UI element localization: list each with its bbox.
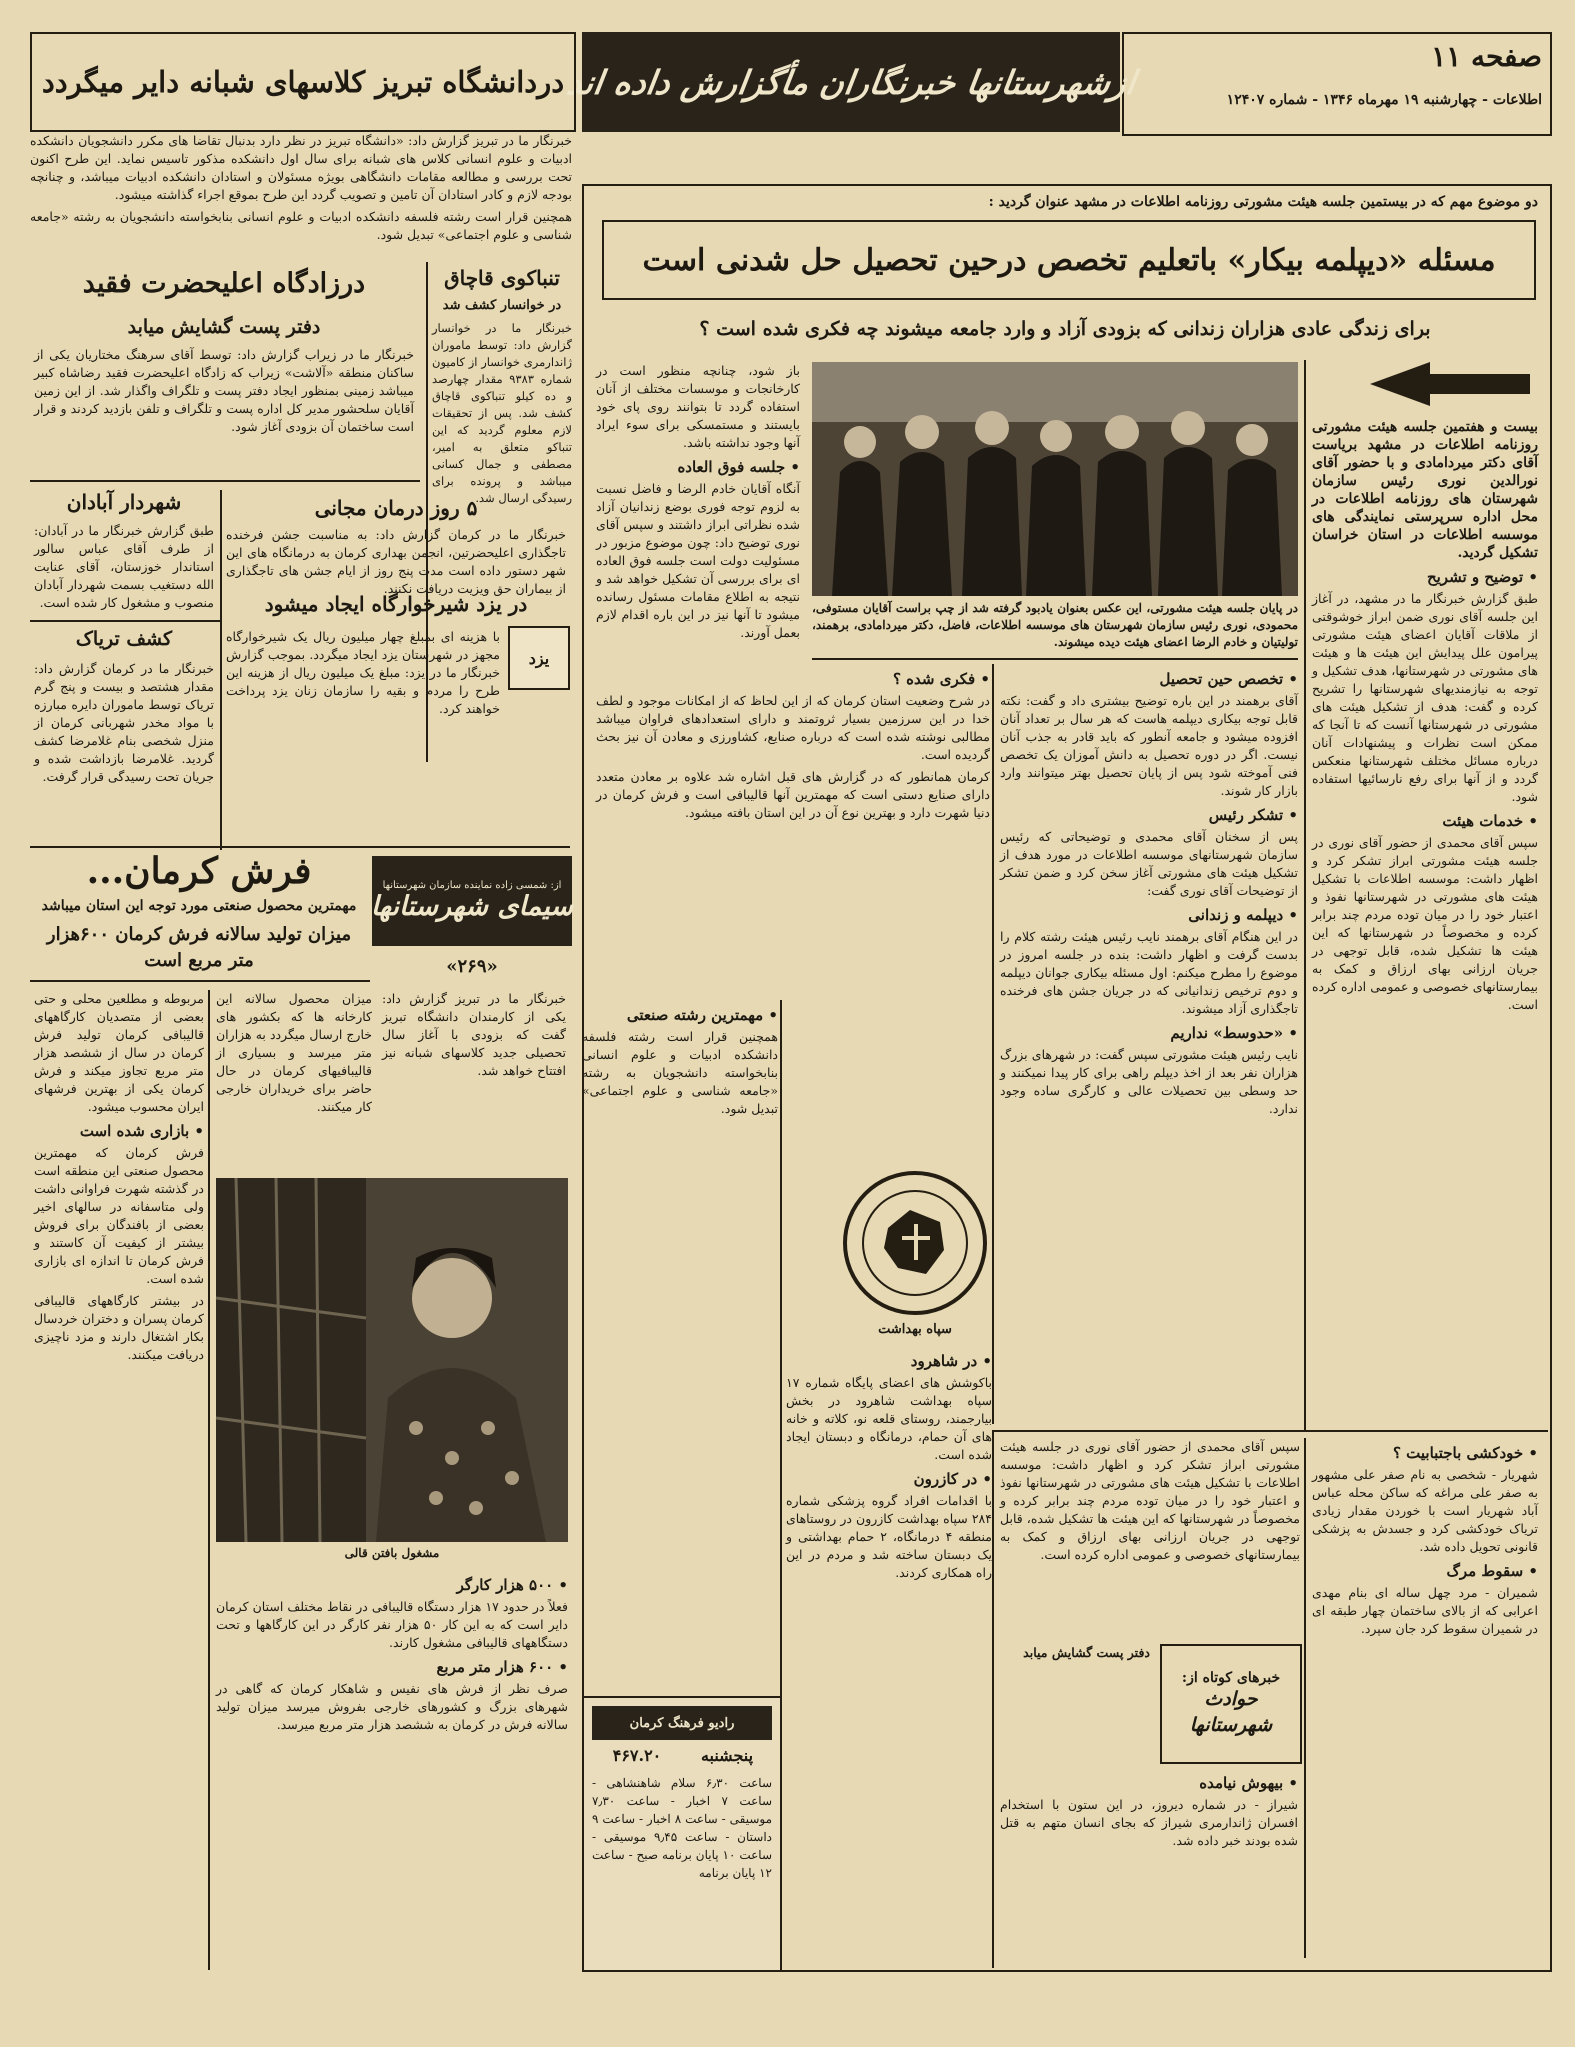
incidents-left: [1000, 1644, 1150, 1764]
carpet-sub-2: میزان تولید سالانه فرش کرمان ۶۰۰هزار متر مربع است: [46, 924, 352, 971]
sepah-logo-label: سپاه بهداشت: [878, 1322, 952, 1337]
carpet-headline: فرش کرمان...: [86, 850, 312, 892]
main-headline: مسئله «دیپلمه بیکار» باتعلیم تخصص درحین تحصیل حل شدنی است: [642, 242, 1496, 278]
main-right-column: [1312, 418, 1538, 1428]
main-body-mid: آقای برهمند در این باره توضیح بیشتری داد و گفت: نکته قابل توجه بیکاری دیپلمه هاست که هر سال بر تعداد آنان افزوده میشود و جامعه آنطور که باید قادر به جذب آنان نیست. اگر در دوره تحصیل به دانش آموزان یک تخصص فنی آموخته شود پس از پایان تحصیل بهتر میتوانند وارد بازار کار شوند.: [1000, 693, 1298, 798]
main-sub-diploma: • دیپلمه و زندانی: [1188, 906, 1298, 924]
carpet-col-left: [34, 990, 204, 1970]
tabriz-headline-box: [30, 32, 576, 132]
section-banner: [564, 32, 1138, 132]
incidents-lower: [1000, 1768, 1298, 1960]
carpet-sub-market: • بازاری شده است: [79, 1122, 204, 1140]
incidents-body-2: شمیران - مرد چهل ساله ای بنام مهدی اعرابی که از بالای ساختمان چهار طبقه ای در شمیران سقوط کرد جان سپرد.: [1312, 1585, 1538, 1636]
radio-schedule: ساعت ۶٫۳۰ سلام شاهنشاهی - ساعت ۷ اخبار - ساعت ۷٫۳۰ موسیقی - ساعت ۸ اخبار - ساعت ۹ داستان - ساعت ۹٫۴۵ موسیقی - ساعت ۱۰ پایان برنامه صبح - ساعت ۱۲ پایان برنامه: [592, 1776, 773, 1880]
carpet-sub-1: مهمترین محصول صنعتی مورد توجه این استان میباشد: [41, 898, 357, 914]
carpet-body-6: صرف نظر از فرش های نفیس و شاهکار کرمان که گاهی در شهرهای بزرگ و کشورهای خارجی بفروش میرسد میزان تولید سالانه فرش در کرمان به ششصد هزار متر مربع میرسد.: [216, 1681, 568, 1732]
radio-freq: ۴۶۷.۲۰: [612, 1746, 662, 1765]
main-subheadline: برای زندگی عادی هزاران زندانی که بزودی آزاد و وارد جامعه میشوند چه فکری شده است ؟: [699, 318, 1431, 340]
column-title: سیمای شهرستانها: [370, 891, 574, 922]
carpet-col-right: [382, 990, 566, 1180]
carpet-body-3: فرش کرمان که مهمترین محصول صنعتی این منطقه است در گذشته شهرت فراوانی داشت ولی متاسفانه در سالهای اخیر بعضی از بافندگان برای فروش بیشتر از کیفیت آن کاستند و فرش کرمان تا اندازه ای بازاری شده است.: [34, 1145, 204, 1286]
sepah-logo: [840, 1168, 990, 1318]
crown-headline: درزادگاه اعلیحضرت فقید: [82, 268, 366, 299]
main-body-right-2: سپس آقای محمدی از حضور آقای نوری در جلسه هیئت مشورتی ابراز تشکر کرد و اظهار داشت: موسسه اطلاعات با تشکیل هیئت های مشورتی در شهرستانها نفوذ و اعتبار خود را در میان توده مردم چند برابر کرده و مخصوصاً در شهرستانها که این هیئت ها تشکیل شده، قابل توجهی در جریان ارزانی بهای ارزاق و کمک به بیمارستانهای خصوصی و عمومی اداره کرده است.: [1312, 835, 1538, 1012]
carpet-body-5: فعلاً در حدود ۱۷ هزار دستگاه قالیبافی در نقاط مختلف استان کرمان دایر است که به این کار ۵۰ هزار نفر کارگر در این کارگاهها و تحت دستگاههای قالیبافی مشغول کارند.: [216, 1599, 568, 1650]
carpet-workers-text: [216, 1570, 568, 1970]
sepah-sub-kazerun: • در کازرون: [913, 1470, 992, 1488]
main-left-column: [596, 362, 800, 662]
tabriz-headline: دردانشگاه تبریز کلاسهای شبانه دایر میگردد: [41, 65, 565, 99]
tobacco-body: خبرنگار ما در خوانسار گزارش داد: توسط ماموران ژاندارمری خوانسار از کامیون شماره ۹۳۸۳ مقدار چهارصد و ده کیلو تنباکوی قاچاق کشف شد. پس از تحقیقات لازم معلوم گردید که این تنباکو متعلق به امیر، مصطفی و جمال کسانی میباشد و پرونده برای رسیدگی ارسال شد.: [432, 321, 572, 505]
column-number: «۲۶۹»: [446, 956, 498, 977]
carpet-body-2: میزان محصول سالانه این کارخانه ها که بکشور های خارج ارسال میگردد به هزاران متر میرسد و بسیاری از قالیبافیهای کرمان در حال حاضر برای خریداران خارجی کار میکنند.: [216, 991, 372, 1114]
main-body-mid-4: نایب رئیس هیئت مشورتی سپس گفت: در شهرهای بزرگ هزاران نفر بعد از اخذ دیپلم راهی برای کار پیدا نمیکنند و حد وسطی بین تحصیلات عالی و کارگری ساده وجود ندارد.: [1000, 1047, 1298, 1116]
crown-subheadline: دفتر پست گشایش میابد: [127, 316, 321, 338]
crown-body: خبرنگار ما در زیراب گزارش داد: توسط آقای سرهنگ مختاریان یکی از ساکنان منطقه «آلاشت» زیراب که زادگاه اعلیحضرت فقید رضاشاه کبیر میباشد زمینی بمنظور ایجاد دفتر پست و تلگراف واگذار شد. از این زمین آقایان سلحشور مدیر کل اداره پست و تلگراف و تلفن بازدید کردند و قرار است ساختمان آن بزودی آغاز شود.: [34, 347, 414, 434]
column-intro: در شرح وضعیت استان کرمان که از این لحاظ که از امکانات موجود و لطف خدا در این سرزمین بسیار ثروتمند و دارای استعدادهای فراوان میباشد مطالبی نوشته شده است که درباره صنایع، کشاورزی و معادن آن نیز بحث گردیده است.: [596, 693, 990, 762]
incidents-title-box: [1160, 1644, 1302, 1764]
incidents-right: [1312, 1438, 1538, 1958]
carpet-sub-workers: • ۵۰۰ هزار کارگر: [456, 1576, 568, 1594]
milk-headline: در یزد شیرخوارگاه ایجاد میشود: [264, 592, 528, 616]
carpet-body-1: مربوطه و مطلعین محلی و حتی بعضی از متصدیان کارگاههای قالیبافی کرمان تولید فرش کرمان در سال از ششصد هزار متر مربع تجاوز میکند و فرش کرمان یکی از بهترین فرشهای ایران محسوب میشود.: [34, 991, 204, 1114]
carpet-photo: [216, 1178, 568, 1542]
main-lead-arrow: [1370, 362, 1530, 406]
milk-body: با هزینه ای بمبلغ چهار میلیون ریال یک شیرخوارگاه مجهز در شهرستان یزد ایجاد میگردد. بموجب گزارش خبرنگار ما در یزد: مبلغ یک میلیون ریال از هزینه این طرح را مردم و بقیه را سازمان زنان یزد پرداخت خواهند کرد.: [226, 629, 500, 716]
meeting-photo: [812, 362, 1298, 596]
tabriz-paragraph-1: خبرنگار ما در تبریز گزارش داد: «دانشگاه تبریز در نظر دارد بدنبال تقاضا های مکرر دانشجویان دانشکده ادبیات و علوم انسانی کلاس های شبانه برای سال اول دانشکده مذکور تاسیس نماید. این طرح اکنون تحت بررسی و مطالعه مقامات دانشگاهی بویژه مسئولان و استادان دانشکده ادبیات میباشد، و چنانچه بودجه لازم و کادر استادان آن تامین و تصویب گردد این طرح بموقع اجراء گذاشته میشود.: [30, 133, 572, 202]
clinic-body: خبرنگار ما در کرمان گزارش داد: به مناسبت جشن فرخنده تاجگذاری اعلیحضرتین، انجمن بهداری کرمان به درمانگاه های این شهر دستور داده است مدت پنج روز از ایام جشن های تاجگذاری از بیماران حق ویزیت دریافت نکنند.: [226, 527, 566, 596]
column-sub-industry: • مهمترین رشته صنعتی: [626, 1006, 778, 1024]
abadan-body: طبق گزارش خبرنگار ما در آبادان: از طرف آقای عباس سالور استاندار خوزستان، آقای عنایت الله دستغیب بسمت شهردار آبادان منصوب و مشغول کار شده است.: [34, 523, 214, 610]
main-sub-services: • خدمات هیئت: [1442, 812, 1538, 830]
main-sub-session: • جلسه فوق العاده: [677, 458, 800, 476]
sepah-body-2: با اقدامات افراد گروه پزشکی شماره ۲۸۴ سپاه بهداشت کازرون در روستاهای منطقه ۴ درمانگاه، ۲ حمام بهداشتی و یک دبستان ساخته شد و مردم در این راه همکاری کردند.: [786, 1493, 992, 1580]
opium-body: خبرنگار ما در کرمان گزارش داد: مقدار هشتصد و بیست و پنج گرم تریاک توسط ماموران دایره مبارزه با مواد مخدر شهربانی کرمان از منزل شخصی بنام غلامرضا کشف گردید. غلامرضا بازداشت شده و جریان تحت رسیدگی قرار گرفت.: [34, 661, 214, 784]
main-middle-column: [1000, 664, 1298, 1424]
page-label: صفحه ۱۱: [1431, 40, 1542, 73]
tobacco-subheadline: در خوانسار کشف شد: [442, 298, 562, 313]
tabriz-body: [30, 132, 572, 256]
main-sub-specialty: • تخصص حین تحصیل: [1159, 670, 1298, 688]
main-sub-thought: • فکری شده ؟: [893, 670, 990, 688]
incidents-body-mid: سپس آقای محمدی از حضور آقای نوری در جلسه هیئت مشورتی ابراز تشکر کرد و اظهار داشت: موسسه اطلاعات با تشکیل هیئت های مشورتی در شهرستانها نفوذ و اعتبار خود را در میان توده مردم چند برابر کرده و مخصوصاً در شهرستانها که این هیئت ها تشکیل شده، قابل توجهی در جریان ارزانی بهای ارزاق و کمک به بیمارستانهای خصوصی و عمومی اداره کرده است.: [1000, 1439, 1300, 1562]
tobacco-headline: تنباکوی قاچاق: [444, 266, 560, 290]
main-sub-explain: • توضیح و تشریح: [1426, 568, 1538, 586]
carpet-body-extra: همچنین قرار است رشته فلسفه دانشکده ادبیات و علوم انسانی بنابخواسته دانشجویان به رشته «جامعه شناسی و علوم اجتماعی» تبدیل شود.: [582, 1029, 778, 1116]
column-byline: از: شمسی زاده نماینده سازمان شهرستانها: [382, 880, 562, 891]
meeting-photo-caption: در پایان جلسه هیئت مشورتی، این عکس بعنوان یادبود گرفته شد از چپ براست آقایان مستوفی، محمودی، نوری رئیس سازمان شهرستان های موسسه اطلاعات، فاضل، دکتر میردامادی، برهمند، تولیتیان و خادم الرضا اعضای هیئت دیده میشوند.: [812, 601, 1298, 649]
column-body-cont: خبرنگار ما در تبریز گزارش داد: یکی از کارمندان دانشگاه تبریز گفت که بزودی با آغاز سال تحصیلی جدید کلاسهای شبانه نیز افتتاح خواهد شد.: [382, 991, 566, 1078]
abadan-headline: شهردار آبادان: [66, 490, 182, 514]
carpet-body-4: در بیشتر کارگاههای قالیبافی کرمان پسران و دختران خردسال بکار اشتغال دارند و مزد ناچیزی دریافت میکنند.: [34, 1293, 204, 1362]
main-sub-medium: • «حدوسط» نداریم: [1170, 1024, 1298, 1042]
radio-logo-text: رادیو فرهنگ کرمان: [629, 1715, 735, 1731]
incidents-sub-murder: • خودکشی باجتبابیت ؟: [1392, 1444, 1538, 1462]
main-body-left: باز شود، چنانچه منظور است در کارخانجات و موسسات مختلف از آنان استفاده گردد تا بتوانند روی پای خود بایستند و مستمسکی برای سوء ایراد آنها وجود نداشته باشد.: [596, 363, 800, 450]
incidents-title: حوادث شهرستانها: [1189, 1688, 1273, 1736]
sepah-news: [786, 1346, 992, 1966]
main-body-left-2: آنگاه آقایان خادم الرضا و فاضل نسبت به لزوم توجه فوری بوضع زندانیان آزاد شده نظراتی ابراز داشتند و سپس آقای نوری توضیح داد: چون موضوع مزبور در مسئولیت دولت است جلسه فوق العاده ای برای بررسی آن تشکیل خواهد شد و نتیجه به اطلاع مقامات مسئول رسانده میشود تا آنها نیز در این باره اقدام لازم بعمل آورند.: [596, 481, 800, 640]
milk-badge: [508, 626, 570, 690]
tabriz-paragraph-2: همچنین قرار است رشته فلسفه دانشکده ادبیات و علوم انسانی بنابخواسته دانشجویان به رشته «جامعه شناسی و علوم اجتماعی» تبدیل شود.: [30, 209, 572, 242]
main-left-lower: [596, 664, 990, 994]
issue-header-box: [1122, 32, 1552, 136]
incidents-sub-fall: • سقوط مرگ: [1446, 1562, 1538, 1580]
carpet-sub-area: • ۶۰۰ هزار متر مربع: [436, 1658, 568, 1676]
clinic-headline: ۵ روز درمان مجانی: [314, 496, 478, 520]
carpet-photo-caption: مشغول بافتن قالی: [344, 1546, 440, 1560]
incidents-mid: [1000, 1438, 1300, 1638]
opium-headline: کشف تریاک: [75, 628, 173, 650]
issue-line: اطلاعات - چهارشنبه ۱۹ مهرماه ۱۳۴۶ - شماره ۱۲۴۰۷: [1226, 92, 1542, 108]
main-body-right: طبق گزارش خبرنگار ما در مشهد، در آغاز این جلسه آقای نوری ضمن ابراز خوشوقتی از ملاقات آقایان اعضای هیئت مشورتی پیرامون علل پیدایش این هیئت ها و هیئت های مشورتی در شهرستانها، هدف تشکیل و توجه به نیازمندیهای شهرستانها را تشریح کرده و گفت: هدف از تشکیل هیئت های مشورتی در شهرستانها آنست که تا آنجا که ممکن است نظرات و پیشنهادات آنان درباره مسائل مختلف شهرستانها منعکس گردد و از آنها برای رفع نارسائیها استفاده شود.: [1312, 591, 1538, 804]
radio-day: پنجشنبه: [700, 1746, 754, 1765]
column-body: کرمان همانطور که در گزارش های قبل اشاره شد علاوه بر معادن متعدد دارای صنایع دستی است که مهمترین آنها قالیبافی است و فرش کرمان در دنیا شهرت دارد و بهترین نوع آن در این استان بافته میشود.: [596, 769, 990, 820]
column-banner: [372, 856, 572, 946]
incidents-body-left: دفتر پست گشایش میابد: [1023, 1645, 1150, 1660]
incidents-sub-poison: • بیهوش نیامده: [1199, 1774, 1298, 1792]
section-banner-title: ازشهرستانها خبرنگاران مأگزارش داده اند: [564, 62, 1138, 102]
milk-badge-text: یزد: [528, 648, 550, 668]
radio-logo: [592, 1706, 772, 1740]
main-sub-chief: • تشکر رئیس: [1208, 806, 1298, 824]
main-body-mid-2: پس از سخنان آقای محمدی و توضیحاتی که رئیس سازمان شهرستانهای موسسه اطلاعات در مورد هدف از تشکیل هیئت های مشورتی آغاز سخن کرد و ضمن تشکر از توضیحات آقای نوری گفت:: [1000, 829, 1298, 898]
sepah-sub-shahrud: • در شاهرود: [910, 1352, 992, 1370]
main-kicker: دو موضوع مهم که در بیستمین جلسه هیئت مشورتی روزنامه اطلاعات در مشهد عنوان گردید :: [988, 194, 1538, 210]
radio-box: [582, 1696, 782, 1972]
incidents-body-3: شیراز - در شماره دیروز، در این ستون با استخدام افسران ژاندارمری شیراز که بجای انسان متهم به قتل شده بودند خبر داده شد.: [1000, 1797, 1298, 1848]
incidents-title-top: خبرهای کوتاه از:: [1181, 1670, 1281, 1686]
main-headline-box: [602, 220, 1536, 300]
main-lead: بیست و هفتمین جلسه هیئت مشورتی روزنامه اطلاعات در مشهد بریاست آقای دکتر میردامادی و با حضور آقای نورالدین نوری رئیس سازمان شهرستان های روزنامه اطلاعات در محل اداره سرپرستی نمایندگی های موسسه اطلاعات در استان خراسان تشکیل گردید.: [1312, 419, 1538, 561]
main-body-mid-3: در این هنگام آقای برهمند نایب رئیس هیئت رشته کلام را بدست گرفت و اظهار داشت: بنده در جلسه امروز در موضوع را مطرح میکنم: اول مسئله بیکاری جوانان دیپلمه و دوم ترخیص زندانیانی که در جریان جشن های فرخنده تاجگذاری آزاد میشوند.: [1000, 929, 1298, 1016]
carpet-col-mid: [216, 990, 372, 1150]
incidents-body-1: شهریار - شخصی به نام صفر علی مشهور به صفر علی مراغه که ساکن محله عباس آباد شهریار است با خوردن مقدار زیادی تریاک خودکشی کرد و جسدش به پزشکی قانونی تحویل داده شد.: [1312, 1467, 1538, 1554]
sepah-body-1: باکوشش های اعضای پایگاه شماره ۱۷ سپاه بهداشت شاهرود در بخش بیارجمند، روستای قلعه نو، کلاته و خانه های آن حمام، درمانگاه و دبستان ایجاد شده است.: [786, 1375, 992, 1462]
